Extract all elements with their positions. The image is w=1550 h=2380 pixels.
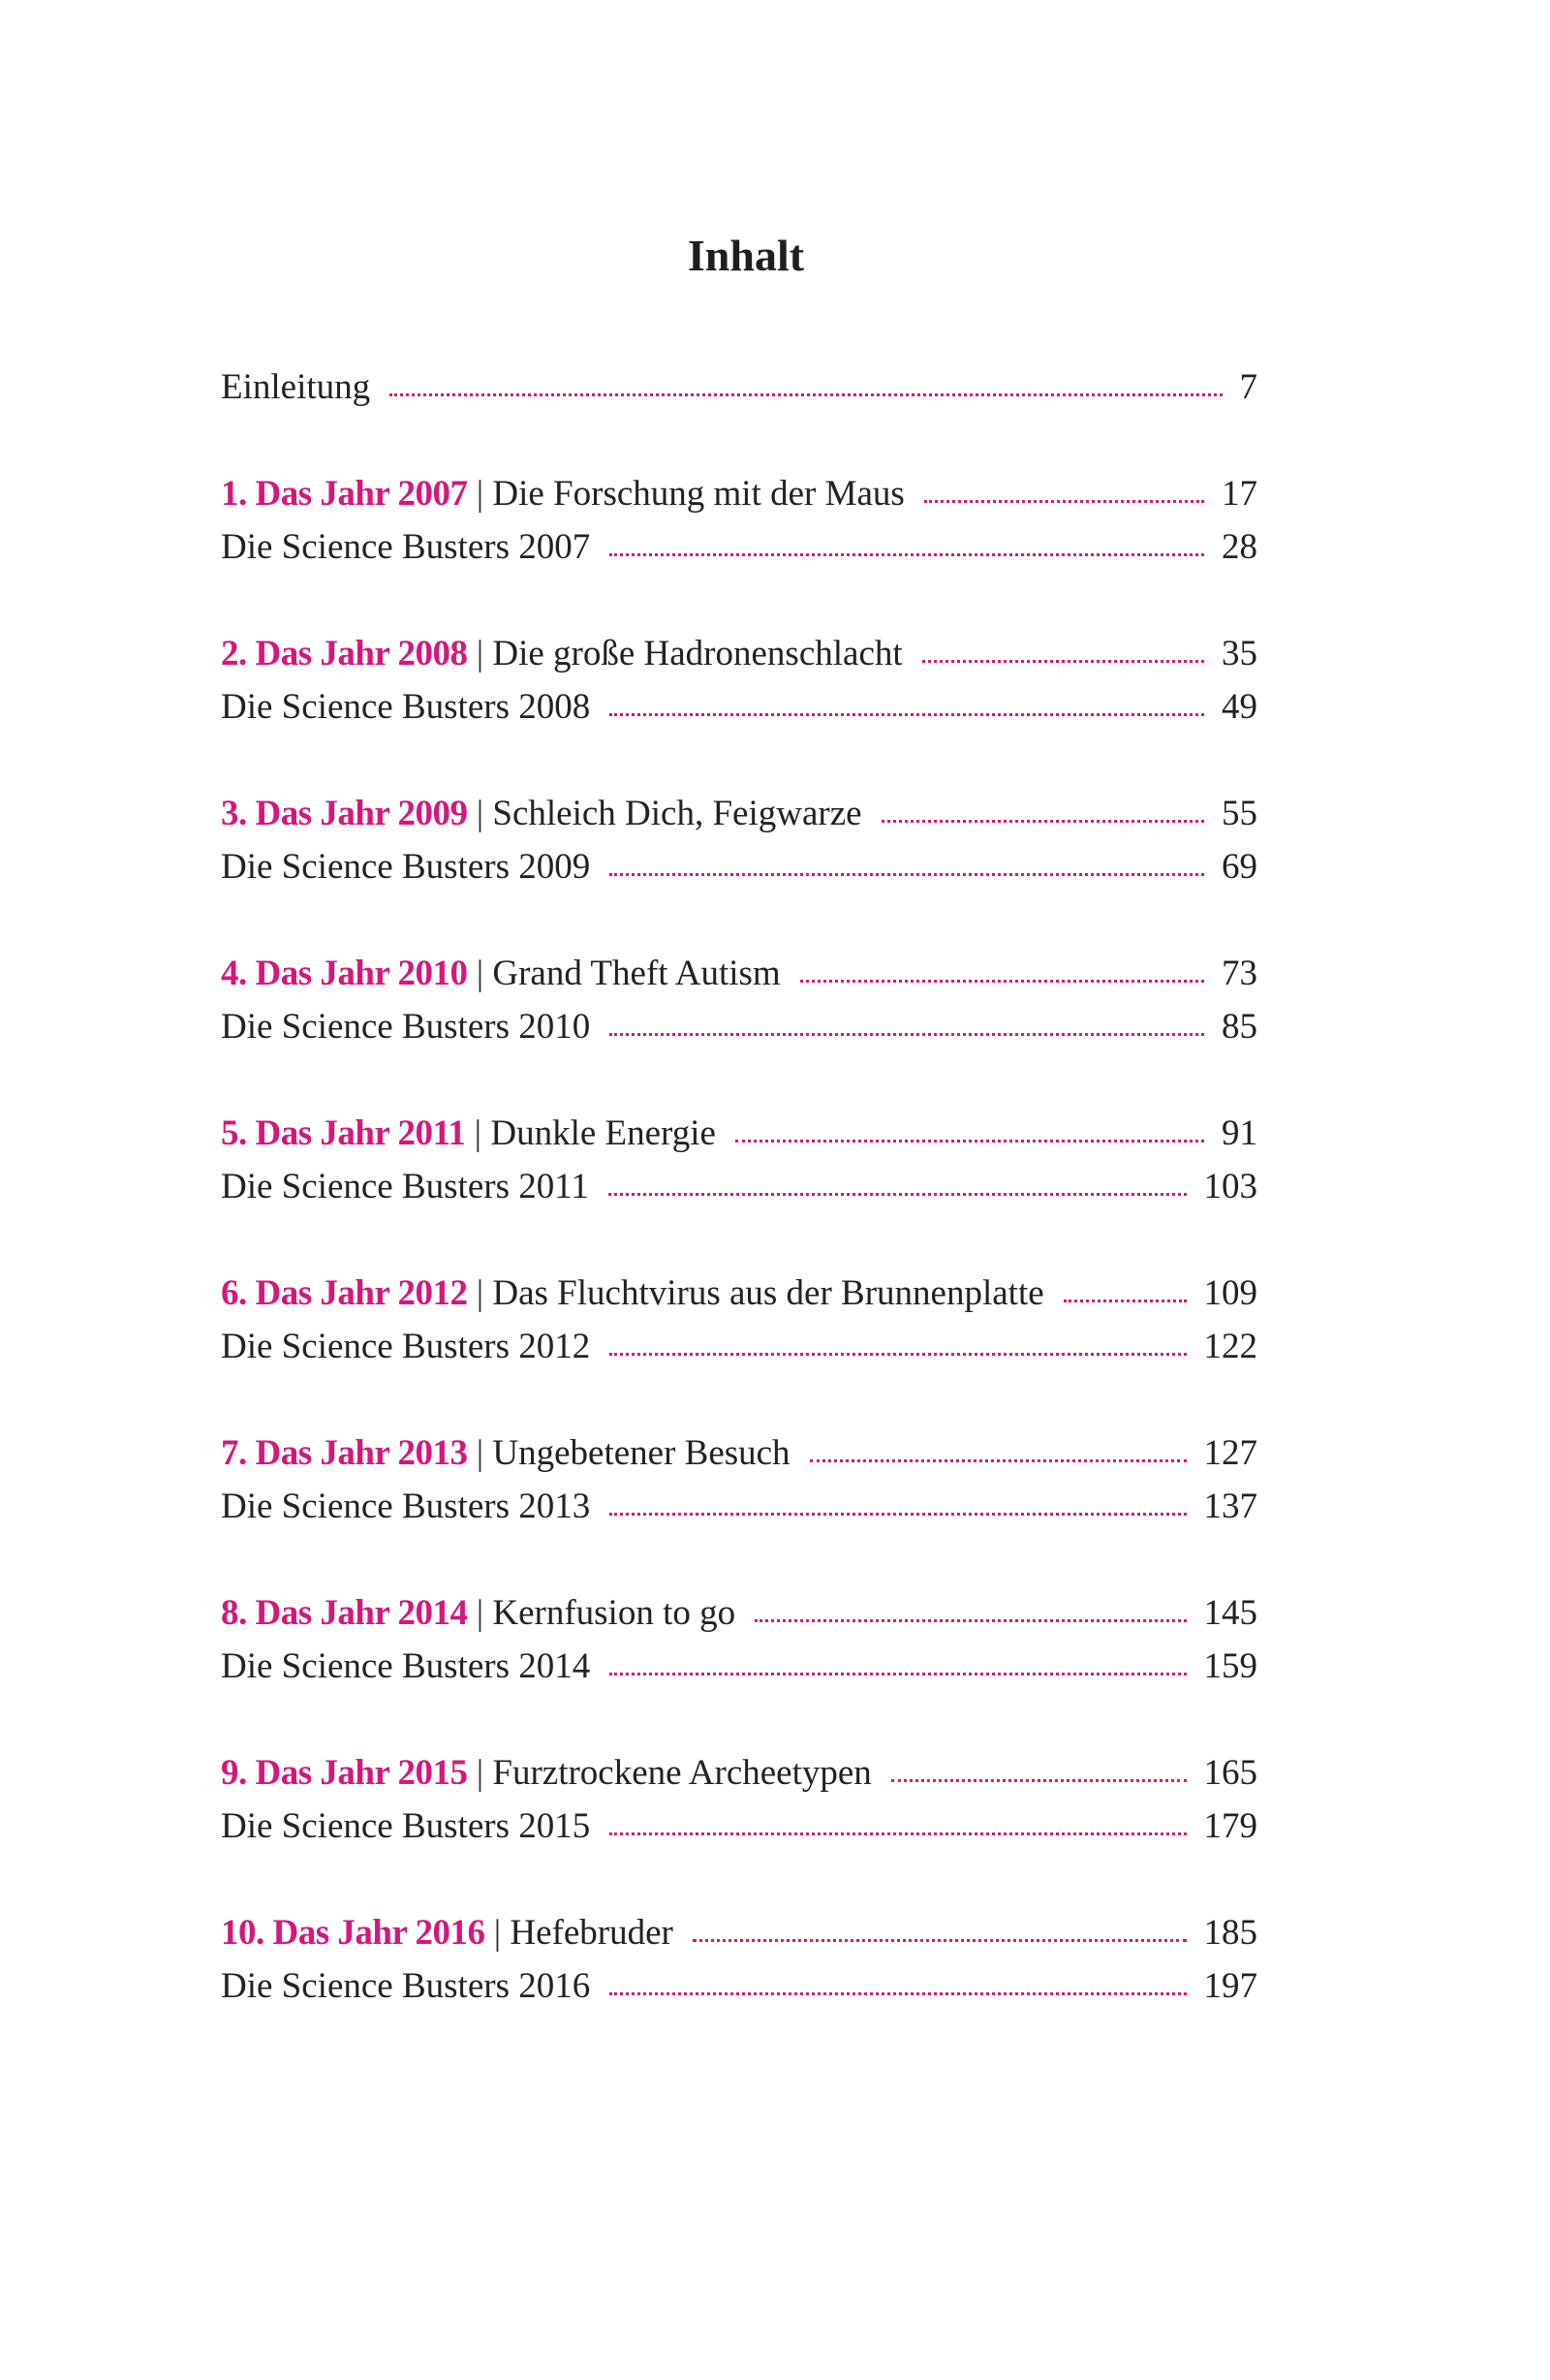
- toc-entry-summary[interactable]: [221, 1800, 1257, 1854]
- summary-title: Die Science Busters 2012: [221, 1327, 591, 1366]
- dot-leader: [609, 1991, 1186, 1995]
- summary-title: Die Science Busters 2009: [221, 847, 591, 887]
- summary-title: Die Science Busters 2013: [221, 1487, 591, 1526]
- toc-entry-summary[interactable]: [221, 1000, 1257, 1054]
- page-title: Inhalt: [687, 230, 805, 280]
- toc-entry-chapter[interactable]: 5. Das Jahr 2011 | Dunkle Energie 91: [221, 1107, 1257, 1161]
- toc-entry-summary[interactable]: [221, 520, 1257, 575]
- page-number: 28: [1222, 527, 1257, 567]
- toc-entry-summary[interactable]: [221, 1959, 1257, 2014]
- toc-entry-chapter[interactable]: 2. Das Jahr 2008 | Die große Hadronenschlacht 35: [221, 627, 1257, 681]
- dot-leader: [800, 979, 1204, 983]
- page-number: 145: [1203, 1593, 1257, 1633]
- dot-leader: [924, 499, 1204, 503]
- page-number: 69: [1222, 847, 1257, 887]
- toc-entry-summary[interactable]: [221, 680, 1257, 735]
- dot-leader: [609, 712, 1204, 716]
- page-number: 85: [1222, 1007, 1257, 1047]
- chapter-title: Ungebetener Besuch: [492, 1433, 790, 1473]
- summary-title: Die Science Busters 2016: [221, 1966, 591, 2006]
- summary-title: Die Science Busters 2011: [221, 1167, 589, 1206]
- page-number: 17: [1222, 474, 1257, 514]
- dot-leader: [882, 819, 1204, 823]
- chapter-title: Die Forschung mit der Maus: [492, 474, 905, 514]
- toc-entry-summary[interactable]: [221, 840, 1257, 894]
- toc-entry-summary[interactable]: [221, 1640, 1257, 1694]
- chapter-label: 3. Das Jahr 2009: [221, 794, 468, 833]
- page-number: 7: [1239, 367, 1257, 407]
- chapter-label: 9. Das Jahr 2015: [221, 1753, 468, 1793]
- toc-entry-chapter[interactable]: 10. Das Jahr 2016 | Hefebruder 185: [221, 1906, 1257, 1960]
- page-number: 165: [1203, 1753, 1257, 1793]
- dot-leader: [755, 1618, 1186, 1622]
- dot-leader: [609, 1832, 1186, 1835]
- summary-title: Die Science Busters 2015: [221, 1806, 591, 1846]
- toc-entry-chapter[interactable]: 9. Das Jahr 2015 | Furztrockene Archeetypen 165: [221, 1746, 1257, 1801]
- summary-title: Die Science Busters 2007: [221, 527, 591, 567]
- toc-entry-chapter[interactable]: 3. Das Jahr 2009 | Schleich Dich, Feigwarze 55: [221, 787, 1257, 841]
- summary-title: Die Science Busters 2008: [221, 687, 591, 727]
- page-number: 91: [1222, 1113, 1257, 1153]
- toc-entry-chapter[interactable]: 7. Das Jahr 2013 | Ungebetener Besuch 127: [221, 1426, 1257, 1481]
- toc-entry-intro[interactable]: [221, 360, 1257, 415]
- dot-leader: [389, 392, 1222, 396]
- chapter-title: Hefebruder: [510, 1913, 673, 1953]
- page-number: 35: [1222, 634, 1257, 673]
- summary-title: Die Science Busters 2014: [221, 1646, 591, 1686]
- page-number: 159: [1203, 1646, 1257, 1686]
- chapter-title: Furztrockene Archeetypen: [492, 1753, 872, 1793]
- dot-leader: [609, 1032, 1204, 1036]
- chapter-label: 10. Das Jahr 2016: [221, 1913, 485, 1953]
- page-number: 197: [1203, 1966, 1257, 2006]
- page-number: 179: [1203, 1806, 1257, 1846]
- dot-leader: [693, 1938, 1187, 1942]
- dot-leader: [922, 659, 1204, 663]
- chapter-title: Die große Hadronenschlacht: [492, 634, 903, 673]
- page-number: 127: [1203, 1433, 1257, 1473]
- toc-entry-chapter[interactable]: 1. Das Jahr 2007 | Die Forschung mit der Maus 17: [221, 467, 1257, 521]
- chapter-title: Kernfusion to go: [492, 1593, 736, 1633]
- chapter-title: Schleich Dich, Feigwarze: [492, 794, 862, 833]
- chapter-label: 4. Das Jahr 2010: [221, 954, 468, 993]
- dot-leader: [609, 1672, 1186, 1675]
- chapter-label: 5. Das Jahr 2011: [221, 1113, 466, 1153]
- dot-leader: [609, 552, 1204, 556]
- dot-leader: [609, 1352, 1186, 1356]
- chapter-label: 6. Das Jahr 2012: [221, 1273, 468, 1313]
- dot-leader: [891, 1778, 1187, 1782]
- toc-entry-chapter[interactable]: 6. Das Jahr 2012 | Das Fluchtvirus aus der Brunnenplatte 109: [221, 1267, 1257, 1321]
- dot-leader: [1064, 1299, 1187, 1302]
- page-number: 185: [1203, 1913, 1257, 1953]
- entry-title: Einleitung: [221, 367, 371, 407]
- dot-leader: [608, 1192, 1187, 1196]
- page-number: 103: [1203, 1167, 1257, 1206]
- chapter-label: 2. Das Jahr 2008: [221, 634, 468, 673]
- summary-title: Die Science Busters 2010: [221, 1007, 591, 1047]
- chapter-label: 8. Das Jahr 2014: [221, 1593, 468, 1633]
- page-number: 122: [1203, 1327, 1257, 1366]
- chapter-title: Das Fluchtvirus aus der Brunnenplatte: [492, 1273, 1044, 1313]
- toc-entry-summary[interactable]: [221, 1320, 1257, 1374]
- chapter-title: Grand Theft Autism: [492, 954, 781, 993]
- dot-leader: [609, 872, 1204, 876]
- page-number: 73: [1222, 954, 1257, 993]
- page-number: 137: [1203, 1487, 1257, 1526]
- page-number: 109: [1203, 1273, 1257, 1313]
- chapter-label: 7. Das Jahr 2013: [221, 1433, 468, 1473]
- dot-leader: [609, 1512, 1186, 1516]
- toc-entry-chapter[interactable]: 4. Das Jahr 2010 | Grand Theft Autism 73: [221, 947, 1257, 1001]
- toc-entry-summary[interactable]: [221, 1160, 1257, 1214]
- dot-leader: [735, 1139, 1204, 1143]
- toc-entry-summary[interactable]: [221, 1480, 1257, 1534]
- toc-entry-chapter[interactable]: 8. Das Jahr 2014 | Kernfusion to go 145: [221, 1586, 1257, 1641]
- page-number: 55: [1222, 794, 1257, 833]
- chapter-title: Dunkle Energie: [490, 1113, 716, 1153]
- page-number: 49: [1222, 687, 1257, 727]
- chapter-label: 1. Das Jahr 2007: [221, 474, 468, 514]
- dot-leader: [810, 1458, 1187, 1462]
